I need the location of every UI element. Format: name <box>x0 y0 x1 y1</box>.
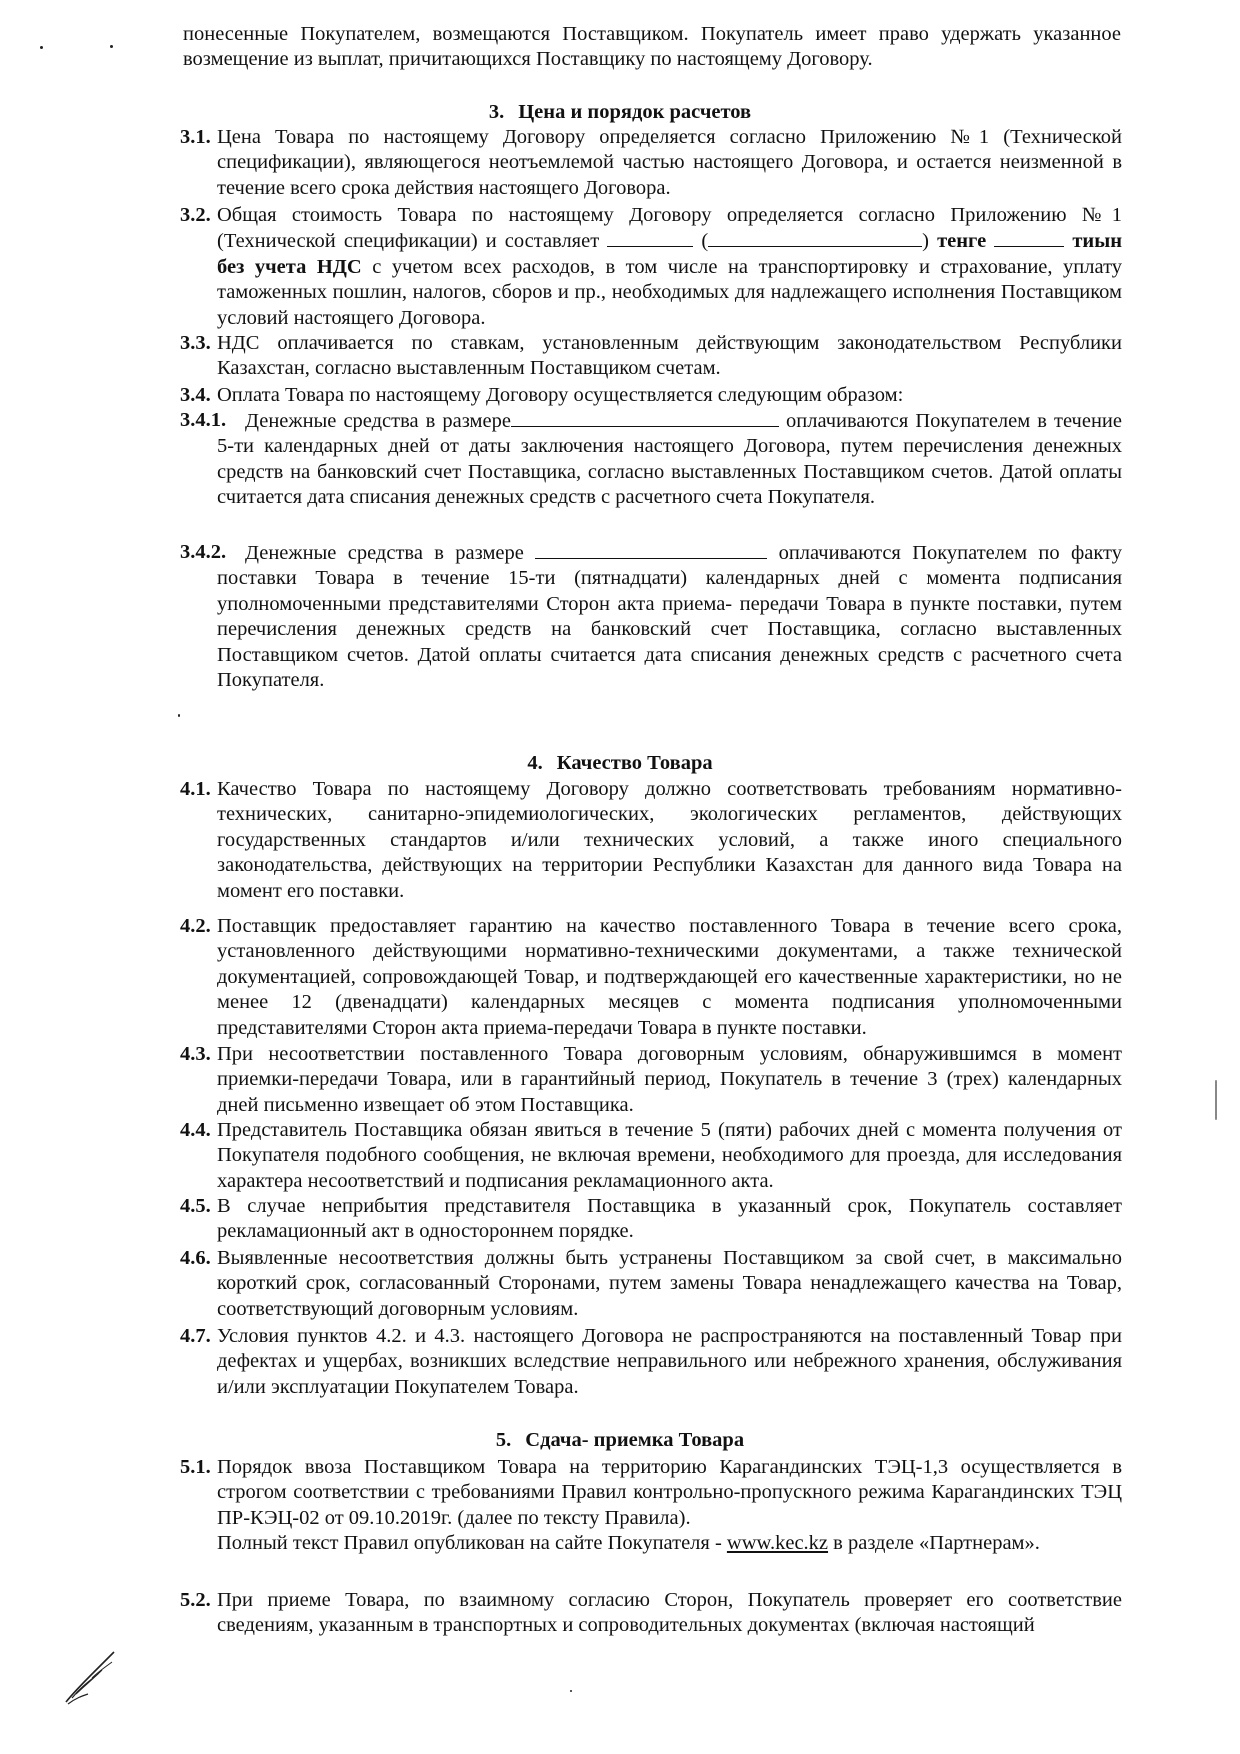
clause-number: 5.1. <box>180 1456 211 1478</box>
clause-number: 4.4. <box>180 1119 211 1141</box>
clause-5-2 <box>180 1588 1122 1639</box>
clause-text <box>180 408 1122 511</box>
clause-text-second-paragraph <box>180 1531 1122 1556</box>
clause-text-part: с учетом всех расходов, в том числе на транспортировку и страхование, уплату таможенных пошлин, налогов, сборов и пр., необходимых для надлежащего исполнения Поставщиком условий настоящего Договора. <box>217 255 1123 329</box>
section-title: Качество Товара <box>556 752 713 774</box>
clause-4-2 <box>180 914 1122 1041</box>
clause-number: 4.3. <box>180 1043 211 1065</box>
section-number: 3. <box>488 101 505 123</box>
clause-text-part: в разделе «Партнерам». <box>833 1532 1040 1555</box>
clause-text: При приеме Товара, по взаимному согласию Сторон, Покупатель проверяет его соответствие сведениям, указанным в транспортных и сопроводительных документах (включая настоящий <box>217 1589 1122 1637</box>
scan-speck <box>178 714 180 717</box>
clause-3-4-1 <box>180 408 1122 511</box>
clause-3-1 <box>180 125 1122 201</box>
section-4-heading <box>0 751 1240 776</box>
clause-number: 3.4.1. <box>180 409 227 431</box>
clause-text-part: Полный текст Правил опубликован на сайте Покупателя - <box>217 1532 722 1555</box>
clause-text-part: Общая стоимость Товара по настоящему Договору определяется согласно Приложению №1 (Технической спецификации) и составляет <box>217 204 1122 253</box>
section-number: 4. <box>527 752 543 774</box>
currency-tenge: тенге <box>937 230 987 253</box>
clause-number: 4.7. <box>180 1325 211 1347</box>
clause-4-4 <box>180 1118 1122 1194</box>
clause-number: 3.2. <box>180 204 211 226</box>
scan-edge-mark <box>1215 1080 1217 1120</box>
clause-text: Оплата Товара по настоящему Договору осуществляется следующим образом: <box>217 384 904 406</box>
amount-blank <box>535 540 767 559</box>
clause-text-part: Денежные средства в размере <box>245 410 511 432</box>
clause-number: 3.4.2. <box>180 541 227 563</box>
clause-number: 5.2. <box>180 1589 211 1611</box>
handwritten-signature <box>62 1648 118 1708</box>
clause-4-5 <box>180 1194 1122 1245</box>
scan-speck <box>570 1690 572 1692</box>
clause-number: 4.2. <box>180 915 211 937</box>
clause-text: Общая стоимость Товара по настоящему Договору определяется согласно Приложению №1 (Технической спецификации) и составляет ( ) тенге тиын без учета НДС с учетом всех расходов, в том числе на транспортировку и страхование, уплату таможенных пошлин, налогов, сборов и пр., необходимых для надлежащего исполнения Поставщиком условий настоящего Договора. <box>217 204 1123 329</box>
intro-paragraph: понесенные Покупателем, возмещаются Поставщиком. Покупатель имеет право удержать указанное возмещение из выплат, причитающихся Поставщику по настоящему Договору. <box>183 23 1121 71</box>
clause-number: 4.6. <box>180 1247 211 1269</box>
clause-4-1 <box>180 777 1122 904</box>
clause-3-4-2 <box>180 540 1122 693</box>
scan-speck <box>110 45 113 48</box>
clause-text: Порядок ввоза Поставщиком Товара на территорию Карагандинских ТЭЦ-1,3 осуществляется в строгом соответствии с требованиями Правил контрольно-пропускного режима Карагандинских ТЭЦ ПР-КЭЦ-02 от 09.10.2019г. (далее по тексту Правила). <box>217 1456 1122 1529</box>
clause-4-6 <box>180 1246 1122 1322</box>
currency-tiyn-note: тиын без учета НДС <box>217 230 1123 278</box>
clause-text: Качество Товара по настоящему Договору должно соответствовать требованиям нормативно-технических, санитарно-эпидемиологических, экологических регламентов, действующих государственных стандартов и/или технических условий, а также иного специального законодательства, действующих на территории Республики Казахстан для данного вида Товара на момент его поставки. <box>217 778 1122 902</box>
clause-text-part: оплачиваются Покупателем в течение 5-ти календарных дней от даты заключения настоящего Договора, путем перечисления денежных средств на банковский счет Поставщика, согласно выставленных Поставщиком счетов. Датой оплаты считается дата списания денежных средств с расчетного счета Покупателя. <box>217 410 1122 509</box>
scan-speck <box>40 46 43 49</box>
clause-5-1 <box>180 1455 1122 1557</box>
clause-text: НДС оплачивается по ставкам, установленным действующим законодательством Республики Казахстан, согласно выставленным Поставщиком счетам. <box>217 332 1122 380</box>
clause-text <box>180 540 1122 693</box>
clause-3-3 <box>180 331 1122 382</box>
clause-number: 4.1. <box>180 778 211 800</box>
clause-text: Представитель Поставщика обязан явиться в течение 5 (пяти) рабочих дней с момента получения от Покупателя подобного сообщения, не включая времени, необходимого для проезда, для исследования характера несоответствий и подписания рекламационного акта. <box>217 1119 1122 1192</box>
clause-number: 3.4. <box>180 384 211 406</box>
section-title: Цена и порядок расчетов <box>518 101 752 123</box>
clause-text: Выявленные несоответствия должны быть устранены Поставщиком за свой счет, в максимально короткий срок, согласованный Сторонами, путем замены Товара ненадлежащего качества на Товар, соответствующий договорным условиям. <box>217 1247 1122 1320</box>
website-link[interactable]: www.kec.kz <box>726 1532 829 1555</box>
clause-3-4 <box>180 383 1122 408</box>
section-3-heading <box>0 100 1240 125</box>
clause-text-part: Денежные средства в размере <box>245 542 524 564</box>
section-title: Сдача- приемка Товара <box>525 1429 745 1451</box>
section-number: 5. <box>495 1429 512 1451</box>
amount-words-blank <box>708 228 922 247</box>
clause-text: Условия пунктов 4.2. и 4.3. настоящего Договора не распространяются на поставленный Товар при дефектах и ущербах, возникших вследствие неправильного или небрежного хранения, обслуживания и/или эксплуатации Покупателем Товара. <box>217 1325 1122 1398</box>
clause-4-3 <box>180 1042 1122 1118</box>
clause-text: При несоответствии поставленного Товара договорным условиям, обнаружившимся в момент приемки-передачи Товара, или в гарантийный период, Покупатель в течение 3 (трех) календарных дней письменно извещает об этом Поставщика. <box>217 1043 1122 1116</box>
clause-text: В случае неприбытия представителя Поставщика в указанный срок, Покупатель составляет рекламационный акт в одностороннем порядке. <box>217 1195 1122 1243</box>
clause-4-7 <box>180 1324 1122 1400</box>
clause-number: 3.3. <box>180 332 211 354</box>
amount-blank <box>511 408 779 427</box>
clause-text-part: оплачиваются Покупателем по факту поставки Товара в течение 15-ти (пятнадцати) календарных дней с момента подписания уполномоченными представителями Сторон акта приема- передачи Товара в пункте поставки, путем перечисления денежных средств на банковский счет Поставщика, согласно выставленных Поставщиком счетов. Датой оплаты считается дата списания денежных средств с расчетного счета Покупателя. <box>217 542 1122 692</box>
amount-blank <box>607 228 693 247</box>
clause-text: Поставщик предоставляет гарантию на качество поставленного Товара в течение всего срока, установленного действующими нормативно-техническими документами, а также технической документацией, сопровождающей Товар, и подтверждающей его качественные характеристики, но не менее 12 (двенадцати) календарных месяцев с момента подписания уполномоченными представителями Сторон акта приема-передачи Товара в пункте поставки. <box>217 915 1122 1039</box>
clause-number: 3.1. <box>180 126 211 148</box>
tiyn-blank <box>994 228 1064 247</box>
clause-text: Цена Товара по настоящему Договору определяется согласно Приложению №1 (Технической спецификации), являющегося неотъемлемой частью настоящего Договора, и остается неизменной в течение всего срока действия настоящего Договора. <box>217 126 1122 199</box>
clause-number: 4.5. <box>180 1195 211 1217</box>
section-5-heading <box>0 1428 1240 1453</box>
clause-3-2 <box>180 203 1122 331</box>
